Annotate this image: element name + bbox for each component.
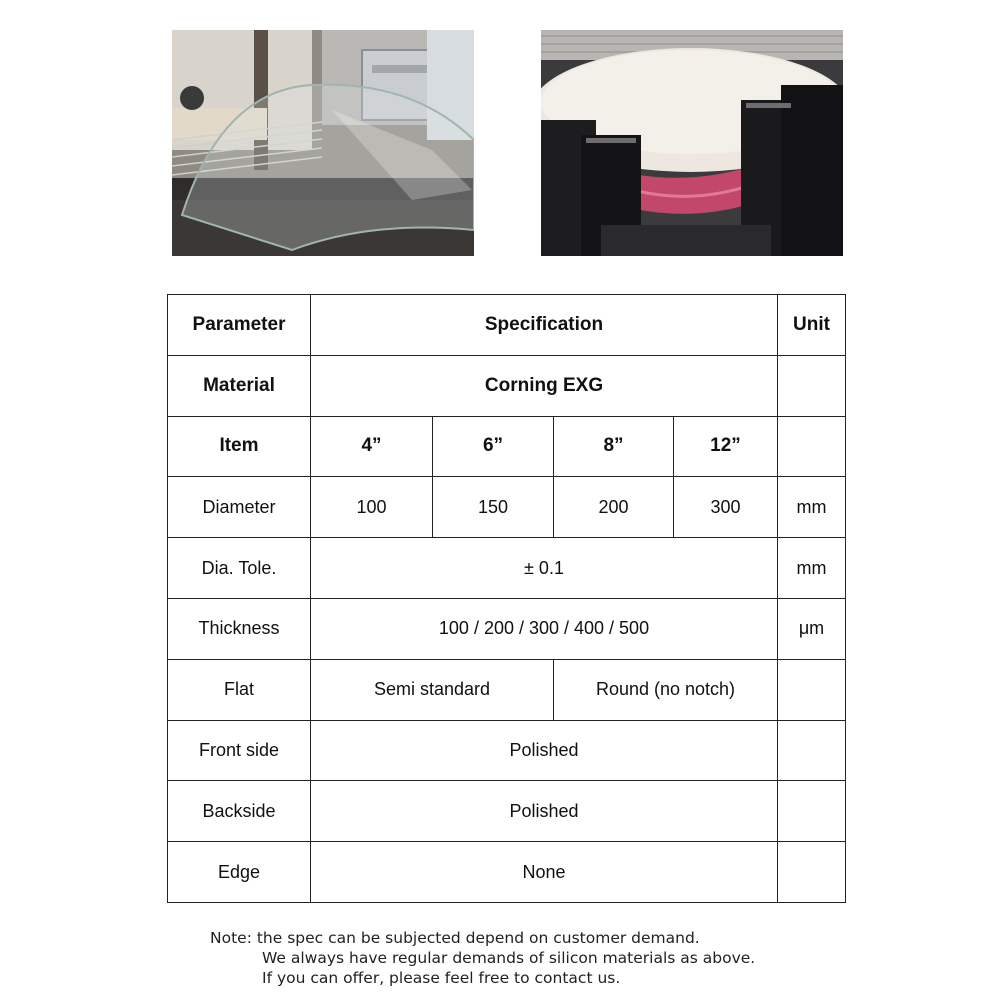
dia-tole-unit: mm xyxy=(778,538,846,599)
thickness-row xyxy=(168,598,846,659)
item-size-12: 12” xyxy=(674,416,778,477)
thickness-unit: μm xyxy=(778,598,846,659)
front-side-row xyxy=(168,720,846,781)
front-side-unit xyxy=(778,720,846,781)
backside-unit xyxy=(778,781,846,842)
note-line-3: If you can offer, please feel free to contact us. xyxy=(262,969,621,987)
note-line-2: We always have regular demands of silicon materials as above. xyxy=(262,949,756,967)
item-row xyxy=(168,416,846,477)
edge-label: Edge xyxy=(168,842,311,903)
backside-row xyxy=(168,781,846,842)
item-size-4: 4” xyxy=(311,416,433,477)
item-label: Item xyxy=(168,416,311,477)
item-size-8: 8” xyxy=(554,416,674,477)
wafer-holder-photo xyxy=(541,30,843,256)
diameter-unit: mm xyxy=(778,477,846,538)
unit-header: Unit xyxy=(778,295,846,356)
thickness-value: 100 / 200 / 300 / 400 / 500 xyxy=(311,598,778,659)
spec-table xyxy=(167,294,846,903)
note-line-1: Note: the spec can be subjected depend on customer demand. xyxy=(210,929,700,947)
diameter-value-8: 200 xyxy=(554,477,674,538)
header-row xyxy=(168,295,846,356)
material-unit xyxy=(778,355,846,416)
wafer-holder-photo-graphic xyxy=(541,30,843,256)
glass-wafer-photo xyxy=(172,30,474,256)
specification-header: Specification xyxy=(311,295,778,356)
flat-unit xyxy=(778,659,846,720)
flat-value-round: Round (no notch) xyxy=(554,659,778,720)
material-row xyxy=(168,355,846,416)
material-label: Material xyxy=(168,355,311,416)
dia-tole-value: ± 0.1 xyxy=(311,538,778,599)
parameter-header: Parameter xyxy=(168,295,311,356)
thickness-label: Thickness xyxy=(168,598,311,659)
diameter-value-4: 100 xyxy=(311,477,433,538)
note xyxy=(210,928,755,988)
diameter-row xyxy=(168,477,846,538)
edge-unit xyxy=(778,842,846,903)
front-side-label: Front side xyxy=(168,720,311,781)
flat-value-semi-standard: Semi standard xyxy=(311,659,554,720)
backside-label: Backside xyxy=(168,781,311,842)
edge-row xyxy=(168,842,846,903)
diameter-label: Diameter xyxy=(168,477,311,538)
diameter-value-6: 150 xyxy=(433,477,554,538)
flat-label: Flat xyxy=(168,659,311,720)
dia-tole-label: Dia. Tole. xyxy=(168,538,311,599)
diameter-value-12: 300 xyxy=(674,477,778,538)
dia-tole-row xyxy=(168,538,846,599)
material-value: Corning EXG xyxy=(311,355,778,416)
flat-row xyxy=(168,659,846,720)
front-side-value: Polished xyxy=(311,720,778,781)
item-size-6: 6” xyxy=(433,416,554,477)
glass-wafer-photo-graphic xyxy=(172,30,474,256)
item-unit xyxy=(778,416,846,477)
backside-value: Polished xyxy=(311,781,778,842)
edge-value: None xyxy=(311,842,778,903)
